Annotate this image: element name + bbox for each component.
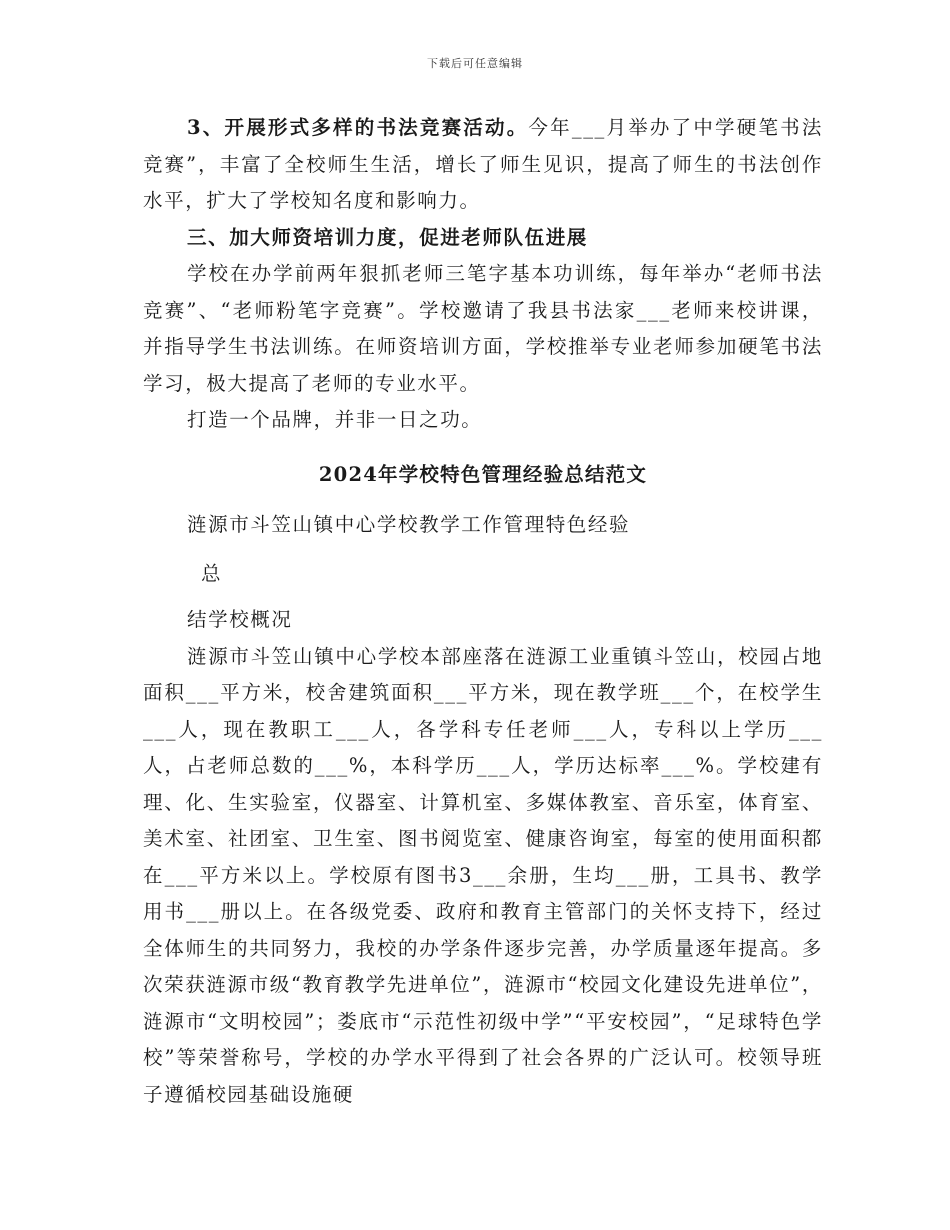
article-title: 2024年学校特色管理经验总结范文 (318, 462, 648, 486)
document-body (143, 110, 823, 1113)
section-3-paragraph (143, 110, 823, 220)
section-3-lead: 3、开展形式多样的书法竞赛活动。 (187, 116, 529, 139)
section-three-heading: 三、加大师资培训力度，促进老师队伍进展 (187, 225, 588, 249)
section-three-paragraph-1: 学校在办学前两年狠抓老师三笔字基本功训练，每年举办“老师书法竞赛”、“老师粉笔字竞赛”。学校邀请了我县书法家___老师来校讲课，并指导学生书法训练。在师资培训方面，学校推举专业老师参加硬笔书法学习，极大提高了老师的专业水平。 (143, 262, 823, 395)
section-3-text: 今年___月举办了中学硬笔书法竞赛”，丰富了全校师生生活，增长了师生见识，提高了师生的书法创作水平，扩大了学校知名度和影响力。 (143, 116, 823, 212)
article-subtitle-line-1: 涟源市斗笠山镇中心学校教学工作管理特色经验 (187, 513, 631, 536)
section-three-paragraph-2: 打造一个品牌，并非一日之功。 (187, 408, 483, 431)
overview-heading: 结学校概况 (187, 608, 293, 631)
article-subtitle-line-2: 总 (201, 561, 221, 585)
page-header-note: 下载后可任意编辑 (427, 57, 523, 70)
overview-body: 涟源市斗笠山镇中心学校本部座落在涟源工业重镇斗笠山，校园占地面积___平方米，校舍建筑面积___平方米，现在教学班___个，在校学生___人，现在教职工___人，各学科专任老师___人，专科以上学历___人，占老师总数的___%，本科学历___人，学历达标率___%。学校建有理、化、生实验室，仪器室、计算机室、多媒体教室、音乐室，体育室、美术室、社团室、卫生室、图书阅览室、健康咨询室，每室的使用面积都在___平方米以上。学校原有图书3___余册，生均___册，工具书、教学用书___册以上。在各级党委、政府和教育主管部门的关怀支持下，经过全体师生的共同努力，我校的办学条件逐步完善，办学质量逐年提高。多次荣获涟源市级“教育教学先进单位”，涟源市“校园文化建设先进单位”，涟源市“文明校园”；娄底市“示范性初级中学”“平安校园”，“足球特色学校”等荣誉称号，学校的办学水平得到了社会各界的广泛认可。校领导班子遵循校园基础设施硬 (143, 644, 823, 1106)
